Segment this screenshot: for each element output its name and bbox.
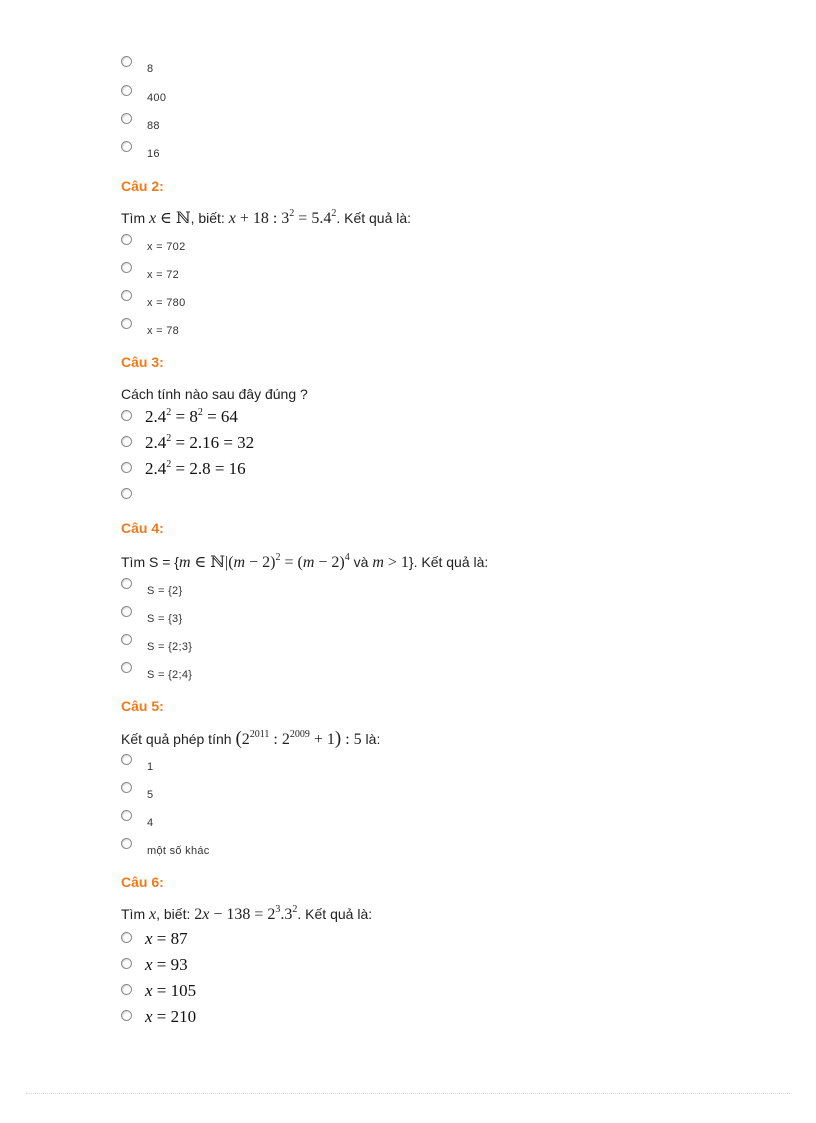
q2-option-3[interactable] xyxy=(121,290,681,316)
q6-option-1[interactable] xyxy=(121,929,681,958)
radio-button[interactable] xyxy=(121,984,132,995)
radio-button[interactable] xyxy=(121,662,132,673)
q4-text-suffix: }. Kết quả là: xyxy=(408,554,489,570)
q5-option-1[interactable] xyxy=(121,754,681,780)
q3-option-4[interactable] xyxy=(121,488,681,514)
radio-button[interactable] xyxy=(121,488,132,499)
radio-button[interactable] xyxy=(121,782,132,793)
radio-button[interactable] xyxy=(121,113,132,124)
q4-option-1[interactable] xyxy=(121,578,681,604)
q6-text-mid: , biết: xyxy=(156,906,195,922)
q6-text-prefix: Tìm xyxy=(121,906,149,922)
radio-button[interactable] xyxy=(121,606,132,617)
radio-button[interactable] xyxy=(121,318,132,329)
question-3-text: Cách tính nào sau đây đúng ? xyxy=(121,386,308,402)
question-2-text xyxy=(121,208,411,228)
q2-option-1[interactable] xyxy=(121,234,681,260)
q2-text-mid: , biết: xyxy=(190,210,229,226)
q6-formula-equation: $2x - 138 = 2^3.3^2$ xyxy=(194,904,298,923)
radio-button[interactable] xyxy=(121,958,132,969)
footer-divider xyxy=(26,1093,790,1094)
option-label: x = 78 xyxy=(147,325,180,337)
q2-option-4[interactable] xyxy=(121,318,681,344)
q2-text-suffix: . Kết quả là: xyxy=(336,210,412,226)
q6-text-suffix: . Kết quả là: xyxy=(297,906,373,922)
q1-option-3[interactable] xyxy=(121,113,681,139)
option-label: x = 72 xyxy=(147,269,180,281)
option-formula: x = 105 xyxy=(145,981,197,1000)
option-formula: $2.4^2 = 2.16 = 32$ xyxy=(145,433,255,452)
q6-option-3[interactable] xyxy=(121,981,681,1010)
radio-button[interactable] xyxy=(121,290,132,301)
q5-option-4[interactable] xyxy=(121,838,681,864)
option-label: 88 xyxy=(147,120,160,132)
q4-text-va: và xyxy=(349,554,373,570)
q4-option-2[interactable] xyxy=(121,606,681,632)
radio-button[interactable] xyxy=(121,462,132,473)
q6-formula-variable: x xyxy=(149,906,157,923)
question-4-text xyxy=(121,552,488,572)
q5-option-3[interactable] xyxy=(121,810,681,836)
q5-option-2[interactable] xyxy=(121,782,681,808)
radio-button[interactable] xyxy=(121,436,132,447)
option-label: 16 xyxy=(147,148,160,160)
option-label: 5 xyxy=(147,789,154,801)
question-3-title: Câu 3: xyxy=(121,354,164,370)
radio-button[interactable] xyxy=(121,85,132,96)
q2-option-2[interactable] xyxy=(121,262,681,288)
radio-button[interactable] xyxy=(121,56,132,67)
option-formula: x = 93 xyxy=(145,955,188,974)
question-5-title: Câu 5: xyxy=(121,698,164,714)
q2-formula-domain: x ∈ ℕ xyxy=(149,210,191,227)
option-label: x = 702 xyxy=(147,241,186,253)
radio-button[interactable] xyxy=(121,1010,132,1021)
radio-button[interactable] xyxy=(121,141,132,152)
q2-formula-equation: x + 18 : $3^2 = 5.4^2$ xyxy=(228,208,337,227)
option-label: 400 xyxy=(147,92,167,104)
option-label: S = {2} xyxy=(147,585,183,597)
question-2-title: Câu 2: xyxy=(121,178,164,194)
q1-option-2[interactable] xyxy=(121,85,681,111)
radio-button[interactable] xyxy=(121,410,132,421)
option-label: S = {2;4} xyxy=(147,669,193,681)
question-5-text xyxy=(121,728,380,750)
question-6-title: Câu 6: xyxy=(121,874,164,890)
option-label: một số khác xyxy=(147,845,210,857)
q6-option-4[interactable] xyxy=(121,1007,681,1036)
q2-text-prefix: Tìm xyxy=(121,210,149,226)
q4-option-4[interactable] xyxy=(121,662,681,688)
option-formula: x = 87 xyxy=(145,929,188,948)
option-label: S = {3} xyxy=(147,613,183,625)
option-label: 4 xyxy=(147,817,154,829)
option-formula: $2.4^2 = 2.8 = 16$ xyxy=(145,459,246,478)
radio-button[interactable] xyxy=(121,234,132,245)
q5-text-prefix: Kết quả phép tính xyxy=(121,731,236,747)
option-formula: $2.4^2 = 8^2 = 64$ xyxy=(145,407,238,426)
radio-button[interactable] xyxy=(121,810,132,821)
option-label: 1 xyxy=(147,761,154,773)
option-label: x = 780 xyxy=(147,297,186,309)
question-4-title: Câu 4: xyxy=(121,520,164,536)
radio-button[interactable] xyxy=(121,838,132,849)
q4-text-prefix: Tìm S = { xyxy=(121,554,179,570)
q3-option-3[interactable] xyxy=(121,459,681,488)
q6-option-2[interactable] xyxy=(121,955,681,984)
radio-button[interactable] xyxy=(121,932,132,943)
q4-formula-condition: m > 1 xyxy=(372,554,409,571)
q5-formula-expression: ($2^{2011}$ : $2^{2009} + 1$) : 5 xyxy=(235,728,362,749)
radio-button[interactable] xyxy=(121,754,132,765)
q1-option-4[interactable] xyxy=(121,141,681,167)
question-6-text xyxy=(121,906,372,924)
q4-formula-set: m ∈ ℕ|(m − $2)^2 = (m - 2)^4$ xyxy=(178,552,350,571)
radio-button[interactable] xyxy=(121,578,132,589)
radio-button[interactable] xyxy=(121,634,132,645)
radio-button[interactable] xyxy=(121,262,132,273)
q1-option-1[interactable] xyxy=(121,56,681,82)
option-label: S = {2;3} xyxy=(147,641,193,653)
option-formula: x = 210 xyxy=(145,1007,197,1026)
option-label: 8 xyxy=(147,63,154,75)
q5-text-suffix: là: xyxy=(361,731,381,747)
q4-option-3[interactable] xyxy=(121,634,681,660)
